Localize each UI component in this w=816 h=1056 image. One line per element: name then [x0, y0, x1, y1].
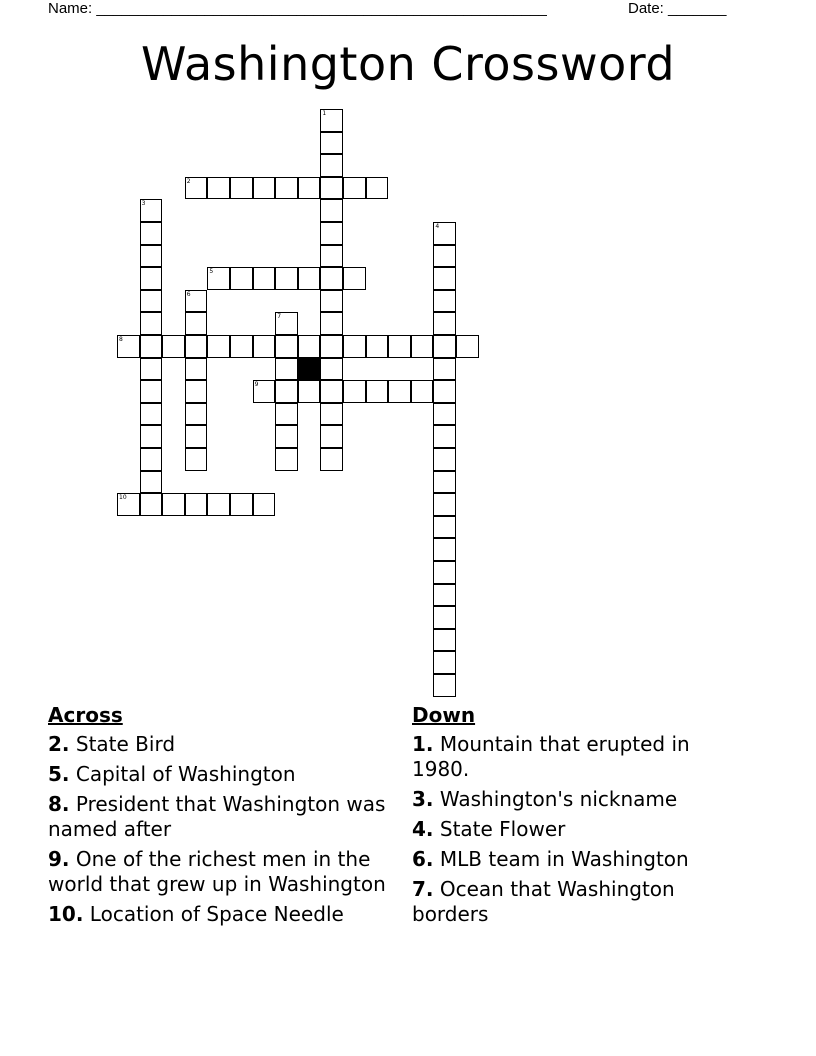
clue-number: 7. [412, 877, 434, 901]
grid-cell[interactable] [433, 584, 456, 607]
grid-cell[interactable] [275, 380, 298, 403]
down-clue [412, 877, 752, 927]
cell-number: 1 [322, 110, 327, 117]
grid-cell[interactable] [320, 380, 343, 403]
grid-cell[interactable] [320, 132, 343, 155]
grid-cell[interactable] [298, 267, 321, 290]
grid-cell[interactable] [185, 493, 208, 516]
grid-cell[interactable] [366, 335, 389, 358]
grid-cell[interactable] [343, 335, 366, 358]
grid-cell[interactable] [253, 380, 276, 403]
grid-cell[interactable] [433, 290, 456, 313]
clue-number: 4. [412, 817, 434, 841]
grid-cell[interactable] [275, 267, 298, 290]
grid-cell[interactable] [320, 267, 343, 290]
grid-cell[interactable] [230, 267, 253, 290]
cell-number: 4 [435, 223, 440, 230]
grid-cell[interactable] [140, 312, 163, 335]
grid-cell[interactable] [343, 267, 366, 290]
grid-cell[interactable] [433, 471, 456, 494]
grid-cell[interactable] [388, 380, 411, 403]
grid-cell[interactable] [433, 629, 456, 652]
grid-cell[interactable] [298, 335, 321, 358]
across-clue-list [48, 732, 393, 927]
across-clues [48, 702, 393, 932]
date-field-label: Date: _______ [628, 0, 727, 17]
grid-cell[interactable] [185, 312, 208, 335]
grid-cell[interactable] [366, 177, 389, 200]
grid-cell[interactable] [185, 358, 208, 381]
clue-text: State Bird [69, 732, 176, 756]
grid-cell[interactable] [185, 448, 208, 471]
clue-text: MLB team in Washington [433, 847, 689, 871]
across-clue [48, 762, 393, 787]
across-clue [48, 847, 393, 897]
grid-cell[interactable] [207, 493, 230, 516]
across-clue [48, 902, 393, 927]
grid-cell[interactable] [207, 267, 230, 290]
grid-cell[interactable] [433, 245, 456, 268]
grid-cell[interactable] [298, 380, 321, 403]
grid-cell[interactable] [388, 335, 411, 358]
clue-text: President that Washington was named after [48, 792, 386, 841]
grid-cell[interactable] [162, 335, 185, 358]
name-field-label: Name: ______________________________________________________ [48, 0, 547, 17]
clue-number: 9. [48, 847, 70, 871]
header-line [48, 0, 748, 20]
grid-cell[interactable] [433, 538, 456, 561]
down-clue [412, 787, 752, 812]
grid-cell[interactable] [185, 177, 208, 200]
grid-cell[interactable] [366, 380, 389, 403]
grid-cell[interactable] [320, 222, 343, 245]
grid-cell[interactable] [433, 222, 456, 245]
down-clue [412, 847, 752, 872]
grid-cell[interactable] [298, 177, 321, 200]
grid-cell[interactable] [433, 358, 456, 381]
page-title: Washington Crossword [140, 37, 676, 91]
grid-cell[interactable] [230, 493, 253, 516]
grid-cell[interactable] [185, 403, 208, 426]
grid-cell[interactable] [253, 177, 276, 200]
grid-cell[interactable] [320, 448, 343, 471]
down-clue [412, 817, 752, 842]
grid-block [298, 358, 321, 381]
grid-cell[interactable] [320, 177, 343, 200]
grid-cell[interactable] [140, 267, 163, 290]
cell-number: 5 [209, 268, 214, 276]
grid-cell[interactable] [433, 561, 456, 584]
grid-cell[interactable] [140, 493, 163, 516]
grid-cell[interactable] [140, 358, 163, 381]
grid-cell[interactable] [320, 335, 343, 358]
clue-number: 10. [48, 902, 84, 926]
clue-text: Mountain that erupted in 1980. [412, 732, 690, 781]
grid-cell[interactable] [320, 290, 343, 313]
grid-cell[interactable] [185, 425, 208, 448]
cell-number: 9 [254, 381, 259, 389]
grid-cell[interactable] [433, 335, 456, 358]
grid-cell[interactable] [433, 606, 456, 629]
grid-cell[interactable] [275, 312, 298, 335]
grid-cell[interactable] [140, 380, 163, 403]
clue-text: Capital of Washington [69, 762, 296, 786]
grid-cell[interactable] [320, 312, 343, 335]
cell-number: 8 [119, 336, 123, 343]
clue-text: One of the richest men in the world that grew up in Washington [48, 847, 386, 896]
grid-cell[interactable] [320, 358, 343, 381]
clue-text: Location of Space Needle [83, 902, 344, 926]
grid-cell[interactable] [140, 403, 163, 426]
clue-text: Washington's nickname [433, 787, 678, 811]
grid-cell[interactable] [140, 425, 163, 448]
down-clue-list [412, 732, 752, 927]
grid-cell[interactable] [140, 199, 163, 222]
grid-cell[interactable] [275, 448, 298, 471]
grid-cell[interactable] [343, 380, 366, 403]
across-clue [48, 732, 393, 757]
grid-cell[interactable] [140, 245, 163, 268]
grid-cell[interactable] [185, 335, 208, 358]
grid-cell[interactable] [320, 199, 343, 222]
grid-cell[interactable] [140, 222, 163, 245]
grid-cell[interactable] [140, 448, 163, 471]
down-heading: Down [412, 703, 476, 727]
cell-number: 2 [186, 177, 191, 185]
grid-cell[interactable] [207, 177, 230, 200]
grid-cell[interactable] [117, 335, 140, 358]
grid-cell[interactable] [230, 335, 253, 358]
clue-number: 3. [412, 787, 434, 811]
cell-number: 10 [119, 494, 127, 502]
grid-cell[interactable] [433, 403, 456, 426]
grid-cell[interactable] [275, 403, 298, 426]
grid-cell[interactable] [207, 335, 230, 358]
down-clue [412, 732, 752, 782]
grid-cell[interactable] [320, 245, 343, 268]
clue-number: 5. [48, 762, 70, 786]
grid-cell[interactable] [343, 177, 366, 200]
cell-number: 3 [141, 200, 146, 208]
grid-cell[interactable] [275, 358, 298, 381]
grid-cell[interactable] [320, 403, 343, 426]
grid-cell[interactable] [456, 335, 479, 358]
clue-number: 8. [48, 792, 70, 816]
grid-cell[interactable] [411, 335, 434, 358]
grid-cell[interactable] [185, 380, 208, 403]
grid-cell[interactable] [162, 493, 185, 516]
grid-cell[interactable] [433, 312, 456, 335]
down-clues [412, 702, 752, 932]
clue-text: Ocean that Washington borders [412, 877, 675, 926]
grid-cell[interactable] [275, 335, 298, 358]
clue-text: State Flower [433, 817, 566, 841]
grid-cell[interactable] [320, 154, 343, 177]
clue-number: 1. [412, 732, 434, 756]
grid-cell[interactable] [433, 267, 456, 290]
grid-cell[interactable] [320, 425, 343, 448]
clue-number: 2. [48, 732, 70, 756]
across-heading: Across [48, 703, 123, 727]
grid-cell[interactable] [433, 651, 456, 674]
grid-cell[interactable] [140, 290, 163, 313]
grid-cell[interactable] [433, 380, 456, 403]
grid-cell[interactable] [140, 335, 163, 358]
grid-cell[interactable] [253, 493, 276, 516]
cell-number: 7 [277, 313, 282, 321]
grid-cell[interactable] [411, 380, 434, 403]
grid-cell[interactable] [433, 674, 456, 697]
grid-cell[interactable] [253, 267, 276, 290]
grid-cell[interactable] [433, 425, 456, 448]
grid-cell[interactable] [230, 177, 253, 200]
clue-number: 6. [412, 847, 434, 871]
grid-cell[interactable] [433, 493, 456, 516]
grid-cell[interactable] [275, 425, 298, 448]
grid-cell[interactable] [433, 516, 456, 539]
grid-cell[interactable] [275, 177, 298, 200]
grid-cell[interactable] [185, 290, 208, 313]
grid-cell[interactable] [320, 109, 343, 132]
across-clue [48, 792, 393, 842]
cell-number: 6 [186, 290, 191, 298]
grid-cell[interactable] [253, 335, 276, 358]
grid-cell[interactable] [117, 493, 140, 516]
grid-cell[interactable] [433, 448, 456, 471]
grid-cell[interactable] [140, 471, 163, 494]
